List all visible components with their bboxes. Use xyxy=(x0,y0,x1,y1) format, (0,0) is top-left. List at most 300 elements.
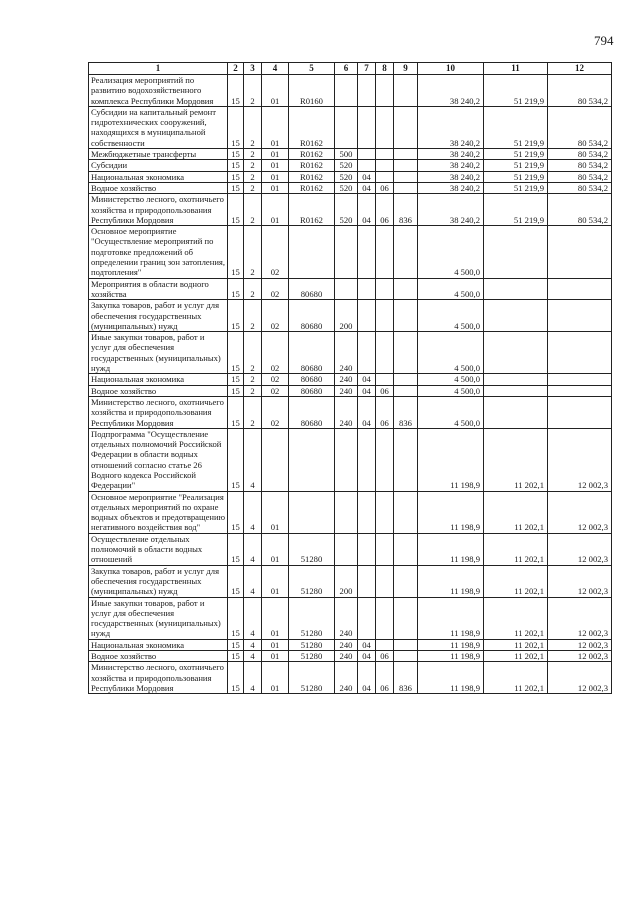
code-cell: 240 xyxy=(335,332,358,374)
row-label-cell: Министерство лесного, охотничьего хозяйства и природопользования Республики Мордовия xyxy=(89,396,228,428)
row-label-cell: Закупка товаров, работ и услуг для обеспечения государственных (муниципальных) нужд xyxy=(89,565,228,597)
amount-cell: 4 500,0 xyxy=(418,278,484,300)
code-cell: 15 xyxy=(228,332,244,374)
column-header: 4 xyxy=(262,63,289,75)
code-cell: 2 xyxy=(244,171,262,182)
amount-cell xyxy=(548,300,612,332)
code-cell xyxy=(394,75,418,107)
amount-cell: 80 534,2 xyxy=(548,182,612,193)
amount-cell: 11 198,9 xyxy=(418,491,484,533)
row-label-cell: Межбюджетные трансферты xyxy=(89,149,228,160)
code-cell: 4 xyxy=(244,597,262,639)
code-cell: 01 xyxy=(262,662,289,694)
amount-cell: 11 202,1 xyxy=(484,639,548,650)
column-header: 7 xyxy=(358,63,376,75)
code-cell xyxy=(376,491,394,533)
code-cell: 15 xyxy=(228,160,244,171)
column-header: 11 xyxy=(484,63,548,75)
code-cell: R0162 xyxy=(289,182,335,193)
code-cell: 15 xyxy=(228,300,244,332)
table-row xyxy=(89,565,612,597)
amount-cell: 4 500,0 xyxy=(418,332,484,374)
amount-cell xyxy=(484,396,548,428)
code-cell: 06 xyxy=(376,662,394,694)
code-cell: 2 xyxy=(244,194,262,226)
code-cell xyxy=(358,428,376,491)
code-cell: 240 xyxy=(335,374,358,385)
code-cell: R0160 xyxy=(289,75,335,107)
amount-cell: 12 002,3 xyxy=(548,565,612,597)
amount-cell: 12 002,3 xyxy=(548,662,612,694)
column-header: 10 xyxy=(418,63,484,75)
amount-cell xyxy=(484,300,548,332)
code-cell xyxy=(335,106,358,148)
row-label-cell: Министерство лесного, охотничьего хозяйства и природопользования Республики Мордовия xyxy=(89,194,228,226)
column-header: 8 xyxy=(376,63,394,75)
amount-cell: 12 002,3 xyxy=(548,597,612,639)
table-body xyxy=(89,75,612,694)
code-cell: 2 xyxy=(244,374,262,385)
table-row xyxy=(89,374,612,385)
code-cell xyxy=(394,332,418,374)
table-row xyxy=(89,651,612,662)
amount-cell xyxy=(484,374,548,385)
amount-cell: 11 202,1 xyxy=(484,533,548,565)
amount-cell: 80 534,2 xyxy=(548,160,612,171)
code-cell: R0162 xyxy=(289,160,335,171)
amount-cell xyxy=(484,332,548,374)
amount-cell: 80 534,2 xyxy=(548,106,612,148)
code-cell: 15 xyxy=(228,639,244,650)
amount-cell xyxy=(484,278,548,300)
code-cell xyxy=(376,639,394,650)
code-cell: 836 xyxy=(394,662,418,694)
amount-cell: 11 202,1 xyxy=(484,565,548,597)
row-label-cell: Субсидии на капитальный ремонт гидротехнических сооружений, находящихся в муниципальной собственности xyxy=(89,106,228,148)
code-cell: 836 xyxy=(394,194,418,226)
code-cell: 15 xyxy=(228,385,244,396)
code-cell: 01 xyxy=(262,639,289,650)
code-cell: 04 xyxy=(358,662,376,694)
amount-cell: 80 534,2 xyxy=(548,171,612,182)
code-cell: 51280 xyxy=(289,597,335,639)
amount-cell: 11 202,1 xyxy=(484,662,548,694)
row-label-cell: Водное хозяйство xyxy=(89,651,228,662)
code-cell: 15 xyxy=(228,182,244,193)
code-cell: 01 xyxy=(262,106,289,148)
amount-cell: 11 198,9 xyxy=(418,662,484,694)
row-label-cell: Иные закупки товаров, работ и услуг для обеспечения государственных (муниципальных) нужд xyxy=(89,332,228,374)
amount-cell: 12 002,3 xyxy=(548,491,612,533)
code-cell: 15 xyxy=(228,194,244,226)
code-cell xyxy=(335,533,358,565)
code-cell: 01 xyxy=(262,160,289,171)
code-cell: 01 xyxy=(262,182,289,193)
amount-cell: 12 002,3 xyxy=(548,639,612,650)
table-row xyxy=(89,662,612,694)
code-cell xyxy=(394,385,418,396)
table-row xyxy=(89,428,612,491)
code-cell: 06 xyxy=(376,182,394,193)
row-label-cell: Национальная экономика xyxy=(89,171,228,182)
code-cell: 836 xyxy=(394,396,418,428)
code-cell: 15 xyxy=(228,106,244,148)
code-cell: 01 xyxy=(262,75,289,107)
code-cell: 240 xyxy=(335,651,358,662)
amount-cell: 80 534,2 xyxy=(548,149,612,160)
code-cell: 2 xyxy=(244,396,262,428)
code-cell xyxy=(394,171,418,182)
code-cell xyxy=(289,226,335,278)
code-cell: 15 xyxy=(228,396,244,428)
code-cell: 2 xyxy=(244,385,262,396)
table-row xyxy=(89,182,612,193)
code-cell: 01 xyxy=(262,597,289,639)
code-cell: 01 xyxy=(262,533,289,565)
code-cell: 4 xyxy=(244,565,262,597)
code-cell: 2 xyxy=(244,149,262,160)
code-cell xyxy=(376,300,394,332)
amount-cell: 38 240,2 xyxy=(418,106,484,148)
code-cell: 80680 xyxy=(289,278,335,300)
code-cell: 15 xyxy=(228,565,244,597)
code-cell: 80680 xyxy=(289,300,335,332)
amount-cell: 4 500,0 xyxy=(418,300,484,332)
code-cell: 02 xyxy=(262,385,289,396)
code-cell xyxy=(358,597,376,639)
amount-cell: 11 202,1 xyxy=(484,491,548,533)
code-cell: 02 xyxy=(262,332,289,374)
code-cell xyxy=(376,533,394,565)
row-label-cell: Основное мероприятие "Реализация отдельных мероприятий по охране водных объектов и предотвращению негативного воздействия вод" xyxy=(89,491,228,533)
code-cell: 240 xyxy=(335,662,358,694)
code-cell: 01 xyxy=(262,565,289,597)
amount-cell: 51 219,9 xyxy=(484,171,548,182)
amount-cell xyxy=(548,278,612,300)
code-cell: 06 xyxy=(376,385,394,396)
amount-cell: 51 219,9 xyxy=(484,106,548,148)
code-cell xyxy=(335,491,358,533)
column-header: 5 xyxy=(289,63,335,75)
code-cell xyxy=(376,428,394,491)
budget-table xyxy=(88,62,612,694)
code-cell: 520 xyxy=(335,194,358,226)
amount-cell: 11 202,1 xyxy=(484,597,548,639)
code-cell: 2 xyxy=(244,332,262,374)
amount-cell: 11 198,9 xyxy=(418,597,484,639)
code-cell xyxy=(376,149,394,160)
table-row xyxy=(89,171,612,182)
code-cell: 02 xyxy=(262,396,289,428)
code-cell xyxy=(358,565,376,597)
code-cell xyxy=(376,226,394,278)
amount-cell: 38 240,2 xyxy=(418,160,484,171)
code-cell: 2 xyxy=(244,75,262,107)
amount-cell: 11 202,1 xyxy=(484,428,548,491)
row-label-cell: Национальная экономика xyxy=(89,374,228,385)
row-label-cell: Подпрограмма "Осуществление отдельных полномочий Российской Федерации в области водных отношений согласно статье 26 Водного кодекса Российской Федерации" xyxy=(89,428,228,491)
code-cell: 51280 xyxy=(289,662,335,694)
table-row xyxy=(89,396,612,428)
code-cell xyxy=(394,374,418,385)
code-cell xyxy=(358,300,376,332)
code-cell xyxy=(358,149,376,160)
amount-cell: 51 219,9 xyxy=(484,160,548,171)
table-row xyxy=(89,533,612,565)
table-row xyxy=(89,597,612,639)
table-row xyxy=(89,75,612,107)
code-cell xyxy=(289,428,335,491)
amount-cell: 11 198,9 xyxy=(418,428,484,491)
code-cell xyxy=(394,639,418,650)
code-cell: 01 xyxy=(262,491,289,533)
code-cell xyxy=(394,428,418,491)
row-label-cell: Закупка товаров, работ и услуг для обеспечения государственных (муниципальных) нужд xyxy=(89,300,228,332)
row-label-cell: Национальная экономика xyxy=(89,639,228,650)
code-cell: 2 xyxy=(244,226,262,278)
code-cell: 06 xyxy=(376,651,394,662)
code-cell xyxy=(335,428,358,491)
code-cell: 01 xyxy=(262,651,289,662)
row-label-cell: Реализация мероприятий по развитию водохозяйственного комплекса Республики Мордовия xyxy=(89,75,228,107)
code-cell: 520 xyxy=(335,160,358,171)
code-cell: R0162 xyxy=(289,194,335,226)
code-cell: 4 xyxy=(244,428,262,491)
code-cell: 04 xyxy=(358,639,376,650)
code-cell: 4 xyxy=(244,662,262,694)
code-cell xyxy=(394,182,418,193)
code-cell xyxy=(394,226,418,278)
table-row xyxy=(89,639,612,650)
code-cell: 15 xyxy=(228,226,244,278)
column-header: 6 xyxy=(335,63,358,75)
code-cell: 51280 xyxy=(289,533,335,565)
table-row xyxy=(89,491,612,533)
amount-cell xyxy=(548,332,612,374)
code-cell: 2 xyxy=(244,300,262,332)
code-cell: 15 xyxy=(228,533,244,565)
amount-cell: 12 002,3 xyxy=(548,651,612,662)
code-cell: 04 xyxy=(358,385,376,396)
amount-cell: 51 219,9 xyxy=(484,149,548,160)
amount-cell: 4 500,0 xyxy=(418,374,484,385)
code-cell xyxy=(394,160,418,171)
code-cell xyxy=(335,226,358,278)
code-cell: 51280 xyxy=(289,651,335,662)
code-cell: 80680 xyxy=(289,385,335,396)
code-cell: 240 xyxy=(335,385,358,396)
code-cell: 04 xyxy=(358,396,376,428)
code-cell: 15 xyxy=(228,149,244,160)
code-cell xyxy=(358,278,376,300)
code-cell: 15 xyxy=(228,428,244,491)
code-cell xyxy=(376,75,394,107)
code-cell xyxy=(358,160,376,171)
code-cell xyxy=(394,300,418,332)
code-cell xyxy=(376,374,394,385)
code-cell: 15 xyxy=(228,491,244,533)
amount-cell: 51 219,9 xyxy=(484,194,548,226)
code-cell: R0162 xyxy=(289,171,335,182)
table-row xyxy=(89,149,612,160)
code-cell: 51280 xyxy=(289,639,335,650)
code-cell: 15 xyxy=(228,75,244,107)
code-cell: 04 xyxy=(358,194,376,226)
table-row xyxy=(89,160,612,171)
code-cell: 80680 xyxy=(289,332,335,374)
amount-cell: 4 500,0 xyxy=(418,385,484,396)
amount-cell: 38 240,2 xyxy=(418,182,484,193)
code-cell xyxy=(358,106,376,148)
amount-cell xyxy=(484,226,548,278)
code-cell xyxy=(358,533,376,565)
code-cell: 51280 xyxy=(289,565,335,597)
amount-cell xyxy=(548,385,612,396)
code-cell: 15 xyxy=(228,374,244,385)
row-label-cell: Субсидии xyxy=(89,160,228,171)
code-cell xyxy=(358,491,376,533)
code-cell: 02 xyxy=(262,226,289,278)
code-cell: 02 xyxy=(262,374,289,385)
code-cell xyxy=(376,597,394,639)
table-row xyxy=(89,106,612,148)
table-row xyxy=(89,278,612,300)
code-cell: 2 xyxy=(244,278,262,300)
code-cell xyxy=(394,651,418,662)
code-cell: 4 xyxy=(244,533,262,565)
code-cell: 04 xyxy=(358,182,376,193)
amount-cell: 51 219,9 xyxy=(484,75,548,107)
code-cell: 15 xyxy=(228,662,244,694)
code-cell xyxy=(376,332,394,374)
code-cell: 04 xyxy=(358,374,376,385)
code-cell xyxy=(394,106,418,148)
column-header: 12 xyxy=(548,63,612,75)
code-cell xyxy=(394,278,418,300)
code-cell xyxy=(335,278,358,300)
code-cell: 500 xyxy=(335,149,358,160)
code-cell: 200 xyxy=(335,300,358,332)
code-cell xyxy=(262,428,289,491)
table-row xyxy=(89,300,612,332)
code-cell xyxy=(358,332,376,374)
code-cell xyxy=(394,597,418,639)
code-cell: 4 xyxy=(244,651,262,662)
amount-cell: 38 240,2 xyxy=(418,194,484,226)
amount-cell: 38 240,2 xyxy=(418,171,484,182)
row-label-cell: Осуществление отдельных полномочий в области водных отношений xyxy=(89,533,228,565)
amount-cell: 80 534,2 xyxy=(548,194,612,226)
code-cell: 04 xyxy=(358,651,376,662)
column-header: 3 xyxy=(244,63,262,75)
amount-cell: 38 240,2 xyxy=(418,75,484,107)
amount-cell: 11 198,9 xyxy=(418,533,484,565)
code-cell: 240 xyxy=(335,639,358,650)
code-cell: 2 xyxy=(244,160,262,171)
code-cell: R0162 xyxy=(289,106,335,148)
row-label-cell: Основное мероприятие "Осуществление мероприятий по подготовке предложений об определении границ зон затопления, подтопления" xyxy=(89,226,228,278)
code-cell xyxy=(376,278,394,300)
row-label-cell: Мероприятия в области водного хозяйства xyxy=(89,278,228,300)
amount-cell: 11 198,9 xyxy=(418,565,484,597)
code-cell xyxy=(376,565,394,597)
amount-cell: 4 500,0 xyxy=(418,226,484,278)
column-header: 2 xyxy=(228,63,244,75)
table-row xyxy=(89,385,612,396)
code-cell: 4 xyxy=(244,639,262,650)
code-cell xyxy=(358,226,376,278)
code-cell: 4 xyxy=(244,491,262,533)
code-cell: 02 xyxy=(262,300,289,332)
code-cell xyxy=(394,565,418,597)
amount-cell: 80 534,2 xyxy=(548,75,612,107)
table-header-row xyxy=(89,63,612,75)
row-label-cell: Иные закупки товаров, работ и услуг для обеспечения государственных (муниципальных) нужд xyxy=(89,597,228,639)
code-cell: 06 xyxy=(376,194,394,226)
code-cell: 01 xyxy=(262,171,289,182)
code-cell: R0162 xyxy=(289,149,335,160)
code-cell: 02 xyxy=(262,278,289,300)
column-header: 9 xyxy=(394,63,418,75)
code-cell: 520 xyxy=(335,171,358,182)
column-header: 1 xyxy=(89,63,228,75)
code-cell xyxy=(394,533,418,565)
code-cell xyxy=(289,491,335,533)
code-cell: 200 xyxy=(335,565,358,597)
amount-cell: 11 198,9 xyxy=(418,639,484,650)
code-cell xyxy=(335,75,358,107)
amount-cell xyxy=(548,396,612,428)
code-cell: 01 xyxy=(262,194,289,226)
amount-cell xyxy=(548,374,612,385)
amount-cell: 51 219,9 xyxy=(484,182,548,193)
code-cell: 80680 xyxy=(289,374,335,385)
amount-cell xyxy=(548,226,612,278)
row-label-cell: Водное хозяйство xyxy=(89,182,228,193)
code-cell xyxy=(358,75,376,107)
code-cell: 2 xyxy=(244,182,262,193)
amount-cell: 12 002,3 xyxy=(548,428,612,491)
table-row xyxy=(89,226,612,278)
code-cell: 240 xyxy=(335,597,358,639)
code-cell: 2 xyxy=(244,106,262,148)
code-cell xyxy=(376,171,394,182)
amount-cell: 11 202,1 xyxy=(484,651,548,662)
code-cell: 15 xyxy=(228,171,244,182)
code-cell: 04 xyxy=(358,171,376,182)
page-number: 794 xyxy=(594,33,614,48)
table-row xyxy=(89,194,612,226)
code-cell: 06 xyxy=(376,396,394,428)
code-cell: 80680 xyxy=(289,396,335,428)
code-cell: 520 xyxy=(335,182,358,193)
amount-cell: 12 002,3 xyxy=(548,533,612,565)
amount-cell: 11 198,9 xyxy=(418,651,484,662)
code-cell: 15 xyxy=(228,651,244,662)
amount-cell: 38 240,2 xyxy=(418,149,484,160)
code-cell xyxy=(376,160,394,171)
row-label-cell: Водное хозяйство xyxy=(89,385,228,396)
code-cell: 15 xyxy=(228,278,244,300)
amount-cell xyxy=(484,385,548,396)
amount-cell: 4 500,0 xyxy=(418,396,484,428)
code-cell: 240 xyxy=(335,396,358,428)
table-row xyxy=(89,332,612,374)
code-cell xyxy=(394,491,418,533)
code-cell xyxy=(376,106,394,148)
code-cell: 01 xyxy=(262,149,289,160)
row-label-cell: Министерство лесного, охотничьего хозяйства и природопользования Республики Мордовия xyxy=(89,662,228,694)
